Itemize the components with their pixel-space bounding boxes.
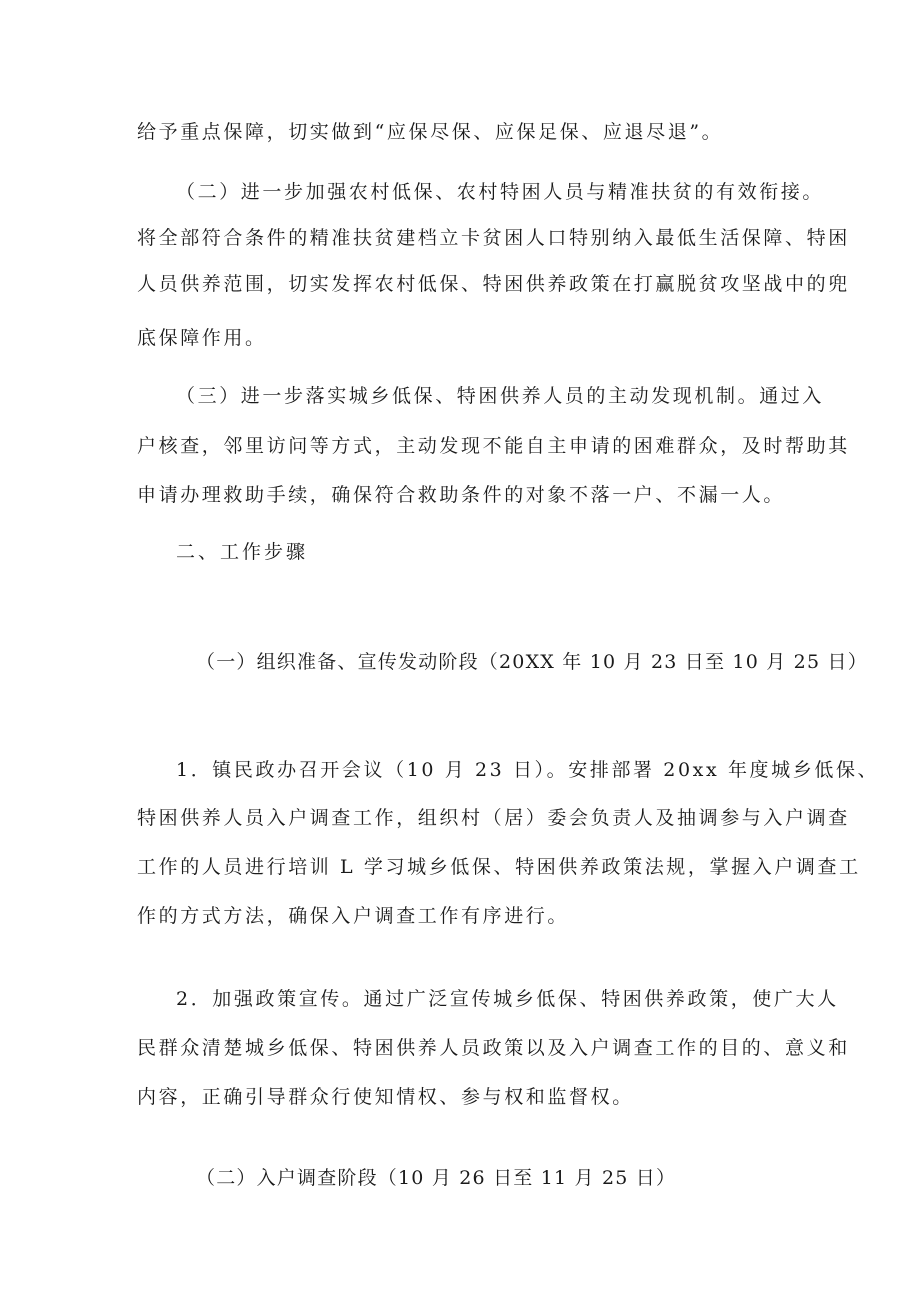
text-line: 内容，正确引导群众行使知情权、参与权和监督权。 bbox=[137, 1086, 634, 1108]
text-line: 作的方式方法，确保入户调查工作有序进行。 bbox=[137, 905, 570, 927]
text-line: 人员供养范围，切实发挥农村低保、特困供养政策在打赢脱贫攻坚战中的兜 bbox=[137, 273, 850, 295]
section-heading: 二、工作步骤 bbox=[176, 541, 309, 563]
text-line: 1．镇民政办召开会议（10 月 23 日）。安排部署 20xx 年度城乡低保、 bbox=[176, 759, 880, 781]
text-line: 特困供养人员入户调查工作，组织村（居）委会负责人及抽调参与入户调查 bbox=[137, 807, 850, 829]
stage-heading: （二）入户调查阶段（10 月 26 日至 11 月 25 日） bbox=[196, 1167, 677, 1189]
text-line: 民群众清楚城乡低保、特困供养人员政策以及入户调查工作的目的、意义和 bbox=[137, 1037, 850, 1059]
text-line: （三）进一步落实城乡低保、特困供养人员的主动发现机制。通过入 bbox=[176, 385, 825, 407]
text-line: 给予重点保障，切实做到“应保尽保、应保足保、应退尽退”。 bbox=[137, 121, 724, 143]
text-line: 户核查，邻里访问等方式，主动发现不能自主申请的困难群众，及时帮助其 bbox=[137, 435, 850, 457]
text-line: （二）进一步加强农村低保、农村特困人员与精准扶贫的有效衔接。 bbox=[176, 181, 825, 203]
text-line: 工作的人员进行培训 L 学习城乡低保、特困供养政策法规，掌握入户调查工 bbox=[137, 856, 861, 878]
text-line: 申请办理救助手续，确保符合救助条件的对象不落一户、不漏一人。 bbox=[137, 484, 786, 506]
stage-heading: （一）组织准备、宣传发动阶段（20XX 年 10 月 23 日至 10 月 25 日） bbox=[196, 651, 868, 673]
text-line: 2．加强政策宣传。通过广泛宣传城乡低保、特困供养政策，使广大人 bbox=[176, 988, 839, 1010]
text-line: 底保障作用。 bbox=[137, 327, 267, 349]
text-line: 将全部符合条件的精准扶贫建档立卡贫困人口特别纳入最低生活保障、特困 bbox=[137, 227, 850, 249]
